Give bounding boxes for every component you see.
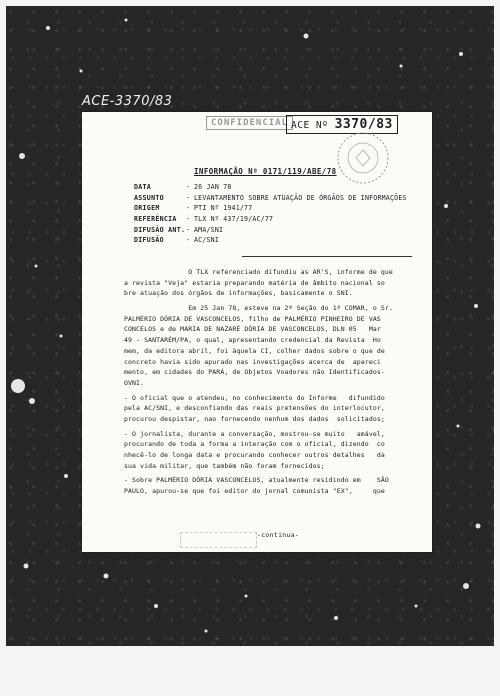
- body-line: - O oficial que o atendeu, no conhecimento do Informe difundido: [124, 393, 385, 402]
- header-fields: [134, 182, 407, 246]
- header-row: [134, 182, 407, 193]
- body-line: - Sobre PALMÉRIO DÓRIA VASCONCELOS, atualmente residindo em SÃO: [124, 476, 389, 485]
- header-label: DIFUSÃO: [134, 236, 164, 245]
- body-line: PAULO, apurou-se que foi editor do jornal comunista "EX", que: [124, 487, 385, 496]
- header-label: DIFUSÃO ANT.: [134, 225, 186, 234]
- body-line: concreto havia sido apurado nas investigações acerca de apareci: [124, 357, 381, 366]
- body-line: O TLX referenciado difundiu as AR'S, informe de que: [124, 268, 393, 276]
- header-dash: -: [186, 204, 190, 213]
- handwritten-ace-note: ACE-3370/83: [82, 94, 173, 109]
- header-row: [134, 235, 407, 246]
- header-dash: -: [186, 236, 190, 245]
- body-line: mento, em cidades do PARÁ, de Objetos Voadores não Identificados-: [124, 368, 385, 377]
- body-line: nhecê-lo de longa data e procurando conhecer outros detalhes da: [124, 451, 385, 459]
- ace-number: 3370/83: [334, 117, 393, 132]
- document-page: [82, 112, 432, 552]
- body-line: PALMÉRIO DÓRIA DE VASCONCELOS, filho de PALMÉRIO PINHEIRO DE VAS: [124, 314, 381, 323]
- confidential-stamp: CONFIDENCIAL: [206, 116, 293, 130]
- body-line: a revista "Veja" estaria preparando matéria de âmbito nacional so: [124, 278, 385, 287]
- header-value: AC/SNI: [194, 236, 220, 245]
- body-line: 49 - SANTARÉM/PA, o qual, apresentando credencial da Revista Ho: [124, 336, 381, 345]
- body-line: procurou despistar, nao fornecendo nenhum dos dados solicitados;: [124, 414, 385, 423]
- body-line: bre atuação dos órgãos de informações, basicamente o SNI.: [124, 289, 353, 298]
- body-line: - O jornalista, durante a conversação, mostrou-se muito amável,: [124, 429, 385, 438]
- header-label: ORIGEM: [134, 204, 160, 213]
- header-dash: -: [186, 183, 190, 192]
- header-divider: [242, 256, 412, 257]
- header-value: 26 JAN 78: [194, 183, 232, 192]
- body-text: [124, 267, 414, 497]
- header-value: AMA/SNI: [194, 225, 224, 234]
- body-line: sua vida militar, que também não foram fornecidos;: [124, 461, 325, 470]
- continuation-marker: -continua-: [257, 531, 300, 539]
- header-row: [134, 193, 407, 204]
- body-line: OVNI.: [124, 378, 145, 387]
- header-label: ASSUNTO: [134, 193, 164, 202]
- ace-label: ACE Nº: [291, 120, 329, 131]
- header-value: LEVANTAMENTO SOBRE ATUAÇÃO DE ÓRGÃOS DE INFORMAÇÕES: [194, 193, 407, 202]
- header-row: [134, 224, 407, 235]
- header-dash: -: [186, 193, 190, 202]
- header-row: [134, 214, 407, 225]
- body-line: procurando de toda a forma a interação com o oficial, dizendo co: [124, 440, 385, 449]
- header-value: PTI Nº 1941/77: [194, 204, 253, 213]
- header-dash: -: [186, 225, 190, 234]
- body-line: mem, da editora abril, foi àquela CI, colher dados sobre o que de: [124, 346, 385, 355]
- information-title: INFORMAÇÃO Nº 0171/119/ABE/78: [194, 167, 337, 176]
- official-seal-icon: [332, 130, 394, 186]
- header-dash: -: [186, 215, 190, 224]
- body-line: Em 25 Jan 78, esteve na 2ª Seção do 1º COMAR, o Sr.: [124, 304, 393, 313]
- header-row: [134, 203, 407, 214]
- header-label: REFERÊNCIA: [134, 215, 177, 224]
- body-line: CONCELOS e de MARIA DE NAZARÉ DÓRIA DE VASCONCELOS, DLN 05 Mar: [124, 325, 381, 334]
- faint-stamp-mark: [180, 532, 257, 548]
- body-line: pela AC/SNI, e desconfiando das reais pretensões do interlocutor,: [124, 404, 385, 413]
- header-label: DATA: [134, 183, 152, 192]
- header-value: TLX Nº 437/19/AC/77: [194, 215, 274, 224]
